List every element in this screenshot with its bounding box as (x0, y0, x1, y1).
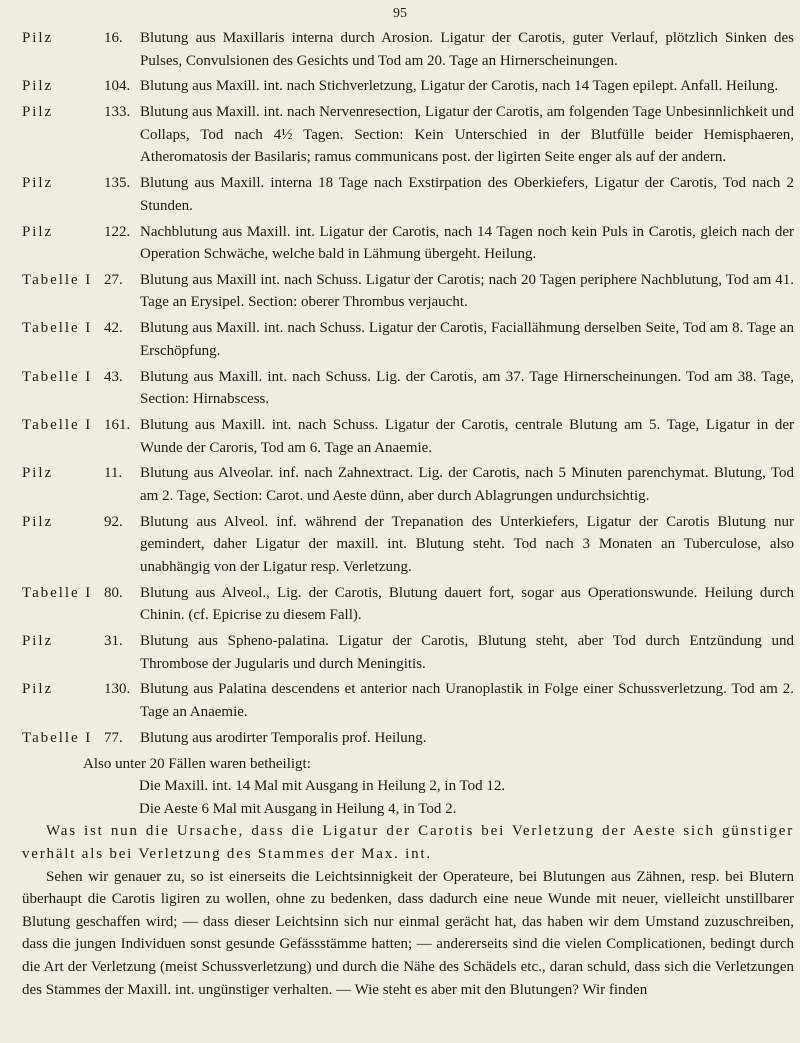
case-entry (22, 414, 794, 459)
case-source-label: Pilz (22, 175, 54, 192)
case-entry (22, 678, 794, 723)
paragraph: Sehen wir genauer zu, so ist einerseits die Leichtsinnigkeit der Operateure, bei Blutungen aus Zähnen, resp. bei Blutern überhaupt die Carotis ligiren zu wollen, ohne zu bedenken, dass dadurch eine neue Wunde mit neuer, vielleicht unstillbarer Blutung geschaffen wird; — dass dieser Leichtsinn sich nur einmal gerächt hat, das haben wir dem Umstand zuzuschreiben, dass die jungen Individuen sonst gesunde Gefässstämme hatten; — andererseits sind die vielen Complicationen, bedingt durch die Art der Verletzung (meist Schussverletzung) und durch die Nähe des Schädels etc., daran schuld, dass sich die Verletzungen des Stammes der Maxill. int. ungünstiger verhalten. — Wie steht es aber mit den Blutungen? Wir finden (22, 868, 794, 998)
case-source-label: Pilz (22, 681, 54, 698)
case-number: 16. (104, 30, 123, 46)
case-source-label: Pilz (22, 633, 54, 650)
case-number: 42. (104, 320, 123, 337)
case-number: 133. (104, 104, 131, 121)
case-source-label: Pilz (22, 104, 54, 121)
summary-item: Die Aeste 6 Mal mit Ausgang in Heilung 4, in Tod 2. (139, 800, 457, 817)
case-source-label: Pilz (22, 223, 54, 240)
case-source-label: Tabelle I (22, 584, 93, 601)
summary (22, 753, 794, 821)
case-entry (22, 221, 794, 266)
case-entry (22, 172, 794, 217)
case-description: Blutung aus Maxill int. nach Schuss. Ligatur der Carotis; nach 20 Tagen periphere Nachblutung, Tod am 41. Tage an Erysipel. Section: oberer Thrombus verjaucht. (140, 271, 794, 311)
case-source-label: Tabelle I (22, 320, 93, 337)
entry-list (22, 27, 794, 749)
case-description: Blutung aus Alveolar. inf. nach Zahnextract. Lig. der Carotis, nach 5 Minuten parenchymat. Blutung, Tod am 2. Tage, Section: Carot. und Aeste dünn, aber durch Ablagrungen undurchsichtig. (140, 465, 794, 504)
case-number: 31. (104, 633, 123, 650)
case-number: 77. (104, 729, 123, 746)
paragraph-emphasis: Was ist nun die Ursache, dass die Ligatur der Carotis bei Verletzung der Aeste sich günstiger verhält als bei Verletzung des Stammes der Max. int. (22, 823, 794, 862)
case-number: 161. (104, 417, 131, 433)
case-number: 11. (104, 465, 123, 482)
summary-item: Die Maxill. int. 14 Mal mit Ausgang in Heilung 2, in Tod 12. (139, 778, 506, 795)
case-entry (22, 462, 794, 507)
case-description: Blutung aus Alveol. inf. während der Trepanation des Unterkiefers, Ligatur der Carotis Blutung nur gemindert, daher Ligatur der maxill. int. Blutung steht. Tod nach 3 Monaten an Tuberculose, also unabhängig von der Ligatur resp. Verletzung. (140, 513, 794, 575)
case-source-label: Tabelle I (22, 368, 93, 385)
case-entry (22, 101, 794, 169)
case-description: Blutung aus Maxill. int. nach Schuss. Ligatur der Carotis, Faciallähmung derselben Seite, Tod am 8. Tage an Erschöpfung. (140, 320, 794, 359)
case-entry (22, 27, 794, 72)
case-source-label: Pilz (22, 465, 54, 482)
case-number: 92. (104, 513, 123, 530)
page-number: 95 (393, 6, 407, 21)
case-list (22, 27, 794, 1001)
summary-intro: Also unter 20 Fällen waren betheiligt: (83, 755, 311, 772)
case-entry (22, 727, 794, 750)
case-description: Blutung aus Spheno-palatina. Ligatur der Carotis, Blutung steht, aber Tod durch Entzündung und Thrombose der Jugularis und durch Meningitis. (140, 633, 794, 672)
case-number: 27. (104, 271, 123, 288)
case-entry (22, 582, 794, 627)
case-number: 80. (104, 584, 123, 601)
case-description: Blutung aus Alveol., Lig. der Carotis, Blutung dauert fort, sogar aus Operationswunde. Heilung durch Chinin. (cf. Epicrise zu diesem Fall). (140, 584, 794, 624)
case-description: Blutung aus Maxill. int. nach Schuss. Ligatur der Carotis, centrale Blutung am 5. Tage, Ligatur in der Wunde der Caroris, Tod am 6. Tage an Anaemie. (140, 417, 794, 456)
case-entry (22, 366, 794, 411)
case-source-label: Tabelle I (22, 417, 93, 433)
case-description: Blutung aus Maxill. int. nach Stichverletzung, Ligatur der Carotis, nach 14 Tagen epilept. Anfall. Heilung. (140, 78, 779, 95)
case-source-label: Pilz (22, 30, 54, 46)
case-source-label: Tabelle I (22, 729, 93, 746)
case-description: Nachblutung aus Maxill. int. Ligatur der Carotis, nach 14 Tagen noch kein Puls in Carotis, gleich nach der Operation Schwäche, welche bald in Lähmung übergeht. Heilung. (140, 223, 794, 263)
case-source-label: Tabelle I (22, 271, 93, 288)
case-entry (22, 269, 794, 314)
case-number: 122. (104, 223, 131, 240)
case-entry (22, 630, 794, 675)
case-description: Blutung aus Maxillaris interna durch Arosion. Ligatur der Carotis, guter Verlauf, plötzlich Sinken des Pulses, Convulsionen des Gesichts und Tod am 20. Tage an Hirnerscheinungen. (140, 30, 794, 69)
case-number: 135. (104, 175, 131, 192)
case-description: Blutung aus arodirter Temporalis prof. Heilung. (140, 729, 427, 746)
case-entry (22, 317, 794, 362)
case-number: 104. (104, 78, 131, 95)
case-description: Blutung aus Palatina descendens et anterior nach Uranoplastik in Folge einer Schussverletzung. Tod am 2. Tage an Anaemie. (140, 681, 794, 721)
case-number: 130. (104, 681, 131, 698)
paragraph (22, 820, 794, 865)
case-entry (22, 75, 794, 98)
case-description: Blutung aus Maxill. int. nach Schuss. Lig. der Carotis, am 37. Tage Hirnerscheinungen. Tod am 38. Tage, Section: Hirnabscess. (140, 368, 794, 408)
case-source-label: Pilz (22, 78, 54, 95)
case-number: 43. (104, 368, 123, 385)
case-description: Blutung aus Maxill. interna 18 Tage nach Exstirpation des Oberkiefers, Ligatur der Carotis, Tod nach 2 Stunden. (140, 175, 794, 214)
case-source-label: Pilz (22, 513, 54, 530)
case-entry (22, 511, 794, 579)
case-description: Blutung aus Maxill. int. nach Nervenresection, Ligatur der Carotis, am folgenden Tage Unbesinnlichkeit und Collaps, Tod nach 4½ Tagen. Section: Kein Unterschied in der Blutfülle beider Hemisphaeren, Atheromatosis der Basilaris; ramus communicans post. der ligirten Seite enger als auf der andern. (140, 104, 794, 166)
